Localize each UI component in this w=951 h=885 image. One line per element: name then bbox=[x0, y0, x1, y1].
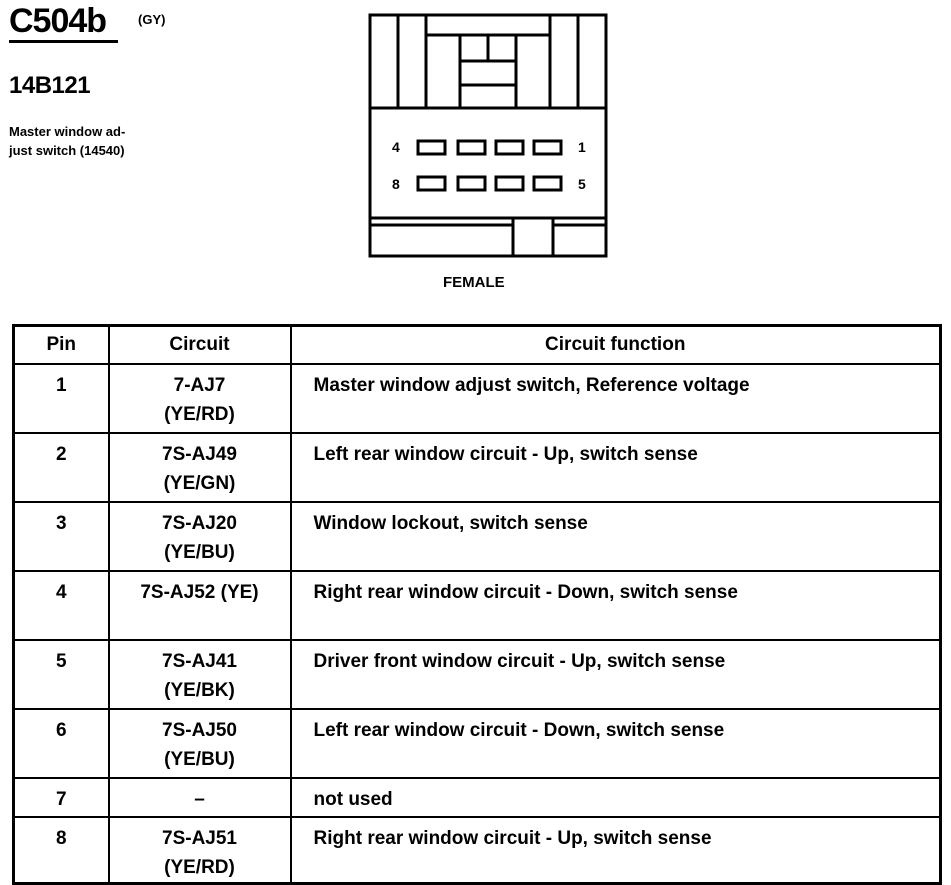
circuit-code: 7S-AJ51 bbox=[162, 828, 237, 849]
circuit-cell bbox=[109, 364, 291, 433]
pin-cavity bbox=[458, 177, 485, 190]
function-cell: Left rear window circuit - Down, switch sense bbox=[291, 709, 941, 778]
connector-id: C504b bbox=[9, 2, 107, 40]
wire-color: (YE/BK) bbox=[164, 680, 235, 701]
pin-label-4: 4 bbox=[392, 139, 400, 155]
table-row bbox=[14, 502, 941, 571]
pin-cavity bbox=[496, 141, 523, 154]
circuit-code: 7-AJ7 bbox=[173, 375, 226, 396]
pin-cavity bbox=[458, 141, 485, 154]
wire-color: (YE/RD) bbox=[164, 404, 235, 425]
function-cell: not used bbox=[291, 778, 941, 817]
function-cell: Right rear window circuit - Up, switch sense bbox=[291, 817, 941, 884]
pin-cavity bbox=[418, 141, 445, 154]
circuit-code: 7S-AJ52 (YE) bbox=[140, 582, 259, 603]
wire-color: (YE/RD) bbox=[164, 857, 235, 878]
connector-description bbox=[9, 122, 179, 160]
pin-cell: 5 bbox=[14, 640, 109, 709]
pin-cell: 4 bbox=[14, 571, 109, 640]
circuit-cell bbox=[109, 640, 291, 709]
function-cell: Right rear window circuit - Down, switch sense bbox=[291, 571, 941, 640]
circuit-cell bbox=[109, 709, 291, 778]
description-line-1: Master window ad- bbox=[9, 124, 126, 139]
circuit-cell bbox=[109, 433, 291, 502]
wire-color: (YE/GN) bbox=[163, 473, 236, 494]
table-row bbox=[14, 778, 941, 817]
header-circuit: Circuit bbox=[109, 326, 291, 365]
connector-gender-label: FEMALE bbox=[443, 274, 505, 291]
function-cell: Window lockout, switch sense bbox=[291, 502, 941, 571]
pin-cavity bbox=[496, 177, 523, 190]
pin-label-5: 5 bbox=[578, 176, 586, 192]
pin-cavities bbox=[418, 141, 561, 190]
pin-cell: 3 bbox=[14, 502, 109, 571]
function-cell: Driver front window circuit - Up, switch sense bbox=[291, 640, 941, 709]
circuit-code: 7S-AJ50 bbox=[162, 720, 237, 741]
pin-cell: 7 bbox=[14, 778, 109, 817]
pin-label-1: 1 bbox=[578, 139, 586, 155]
pin-cell: 1 bbox=[14, 364, 109, 433]
wire-color: (YE/BU) bbox=[164, 749, 235, 770]
table-row bbox=[14, 571, 941, 640]
table-row bbox=[14, 364, 941, 433]
table-row bbox=[14, 640, 941, 709]
pin-cavity bbox=[418, 177, 445, 190]
function-cell: Left rear window circuit - Up, switch sense bbox=[291, 433, 941, 502]
pin-cavity bbox=[534, 177, 561, 190]
pinout-table bbox=[12, 324, 942, 885]
table-row bbox=[14, 433, 941, 502]
pin-label-8: 8 bbox=[392, 176, 400, 192]
circuit-code: – bbox=[194, 789, 205, 810]
circuit-cell bbox=[109, 778, 291, 817]
title-underline bbox=[9, 40, 118, 43]
table-row bbox=[14, 709, 941, 778]
pin-cell: 6 bbox=[14, 709, 109, 778]
circuit-cell bbox=[109, 817, 291, 884]
circuit-code: 7S-AJ49 bbox=[162, 444, 237, 465]
header-circuit-function: Circuit function bbox=[291, 326, 941, 365]
pin-cell: 2 bbox=[14, 433, 109, 502]
circuit-cell bbox=[109, 502, 291, 571]
table-row bbox=[14, 817, 941, 884]
connector-face-diagram bbox=[368, 13, 608, 258]
pin-cavity bbox=[534, 141, 561, 154]
circuit-code: 7S-AJ41 bbox=[162, 651, 237, 672]
pin-cell: 8 bbox=[14, 817, 109, 884]
connector-color-code: (GY) bbox=[138, 12, 166, 27]
circuit-code: 7S-AJ20 bbox=[162, 513, 237, 534]
function-cell: Master window adjust switch, Reference voltage bbox=[291, 364, 941, 433]
part-number: 14B121 bbox=[9, 72, 91, 99]
latch-top bbox=[426, 15, 550, 35]
description-line-2: just switch (14540) bbox=[9, 143, 125, 158]
circuit-cell bbox=[109, 571, 291, 640]
header-pin: Pin bbox=[14, 326, 109, 365]
table-header-row bbox=[14, 326, 941, 365]
wire-color: (YE/BU) bbox=[164, 542, 235, 563]
